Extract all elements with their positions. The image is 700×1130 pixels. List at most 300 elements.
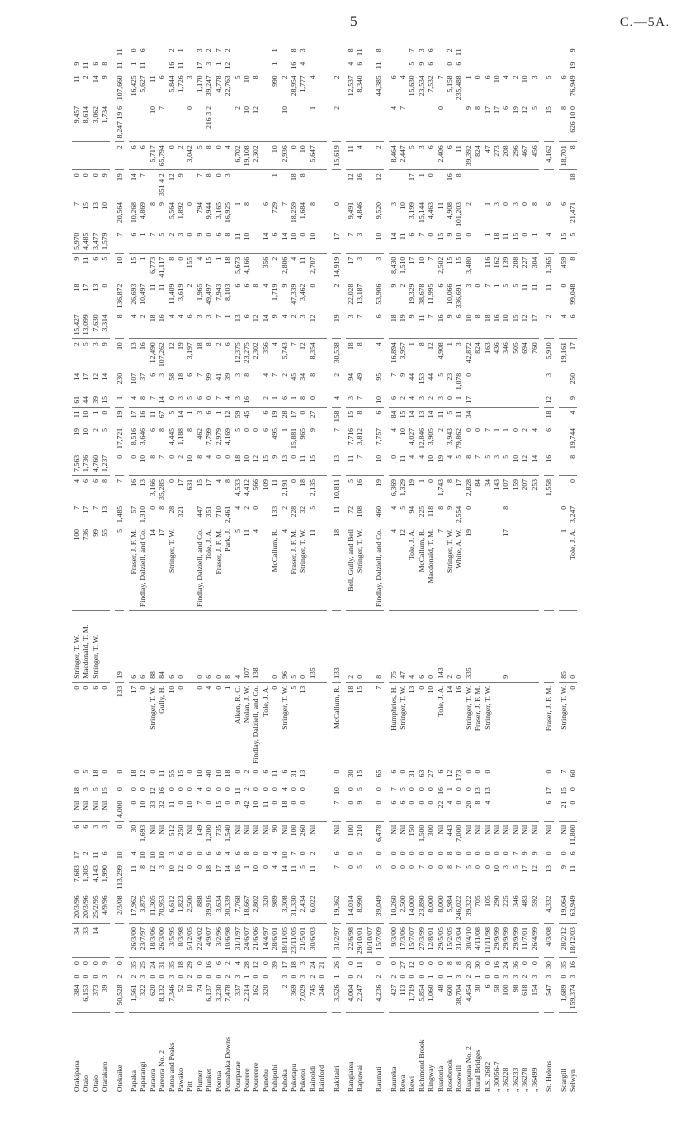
value-cell: 8 [195,452,204,476]
value-cell [492,784,501,798]
table-row [568,46,577,1096]
row-label: Otekaike [114,1064,124,1092]
value-cell: 2 [520,428,530,432]
value-cell: 11,409 [166,283,176,305]
value-cell: 10 [148,103,157,142]
value-cell [317,103,326,142]
value-cell [454,103,463,142]
value-cell: 5 [115,526,124,610]
value-cell: 5,673 [232,256,242,274]
value-cell: 2,214 [242,982,251,1013]
value-cell: 760 [529,342,539,354]
value-cell: 296 [511,142,520,170]
value-cell: 0 [223,787,233,791]
value-cell: 9,520 [374,202,384,220]
value-cell [473,370,482,393]
value-cell: 2 [138,311,147,338]
value-cell: 18/3/06 [148,924,157,958]
value-cell: 14 [261,311,270,338]
value-cell: 26,693 [129,283,139,305]
value-cell: 17 [176,479,186,487]
value-cell [511,682,520,766]
value-cell [317,682,326,766]
value-cell: 10,497 [138,283,148,305]
row-label: Paraora [147,1068,157,1092]
value-cell: 4 [374,342,384,347]
value-cell: 9 [100,961,110,965]
value-cell: 0 [115,452,124,476]
value-cell: 0 [436,103,445,142]
value-cell: 12 [251,452,260,476]
value-cell: 0 [345,851,355,856]
value-cell: 4,004 [346,982,355,1013]
value-cell: 4,162 [544,142,553,170]
value-cell: 1,719 [407,982,416,1013]
value-cell: 8 [157,505,167,510]
value-cell: 4,332 [544,892,553,923]
value-cell [473,230,482,254]
value-cell: 10 [194,769,204,778]
value-cell: 4 [260,372,270,377]
value-cell: 5 [510,283,520,288]
value-cell: 24 [147,961,157,969]
value-cell: 0 [270,798,279,822]
value-cell: 207 [520,479,530,491]
table-row [91,46,100,1096]
value-cell: 9 [445,230,454,254]
value-cell: 2 [426,393,435,407]
value-cell [176,526,185,610]
value-cell: 12 [176,865,186,873]
value-cell: 8 [473,103,482,142]
value-cell [317,339,326,370]
value-cell: 2,707 [307,256,317,274]
value-cell: 16 [232,865,242,873]
value-cell: 0 [331,202,341,206]
value-cell: 0 [473,865,483,869]
value-cell [91,142,100,170]
value-cell: 155 [185,256,195,269]
value-cell: 1 [331,974,341,979]
table-row [346,46,355,1096]
value-cell: 27 [398,961,407,969]
value-cell: 0 [260,961,270,965]
value-cell: 3,480 [463,256,473,274]
value-cell: 10 [81,410,91,419]
value-cell: 17 [345,256,355,265]
value-cell: 2/3/08 [115,892,124,923]
value-cell [530,393,539,407]
agent-name-cell: 9 [501,611,510,683]
value-cell: 6 [482,75,492,80]
value-cell: 0 [204,787,214,791]
row-label: Raureka [388,1066,398,1092]
value-cell: 0 [298,230,307,254]
value-cell: 30,339 [223,892,232,923]
value-cell: 10 [213,769,223,778]
value-cell [270,982,279,1013]
value-cell: 0 [176,787,186,791]
value-cell: 7 [214,311,223,338]
value-cell: 3 [492,202,502,206]
table-row [185,46,194,1096]
value-cell: 8 [435,505,445,510]
value-cell: 42,872 [463,342,473,364]
value-cell: 4 [204,685,214,690]
value-cell: 0 [251,787,261,791]
value-cell: Nil [435,824,445,835]
value-cell: 0 [288,787,298,791]
value-cell: 11 [454,410,464,418]
value-cell: 20 [464,798,473,822]
value-cell: 7 [558,769,568,774]
value-cell: 351 4 2 [157,173,167,197]
value-cell: 235,488 [454,75,464,101]
value-cell: 2,554 [454,505,464,524]
value-cell: 4,445 [166,428,176,446]
value-cell: 7 [346,230,355,254]
value-cell: 1 [115,393,124,407]
table-row [233,46,242,1096]
value-cell: 94 [345,372,355,381]
value-cell: 0 [426,851,436,856]
value-cell: 10 [279,851,289,860]
value-cell: 2 [307,974,317,979]
value-cell: 19 [270,410,280,419]
value-cell: 2 [241,787,251,791]
value-cell: Findlay, Dalziell, and Co. [138,526,147,610]
value-cell: 8 [241,202,251,206]
value-cell [317,892,326,923]
value-cell: 246,022 [454,892,463,923]
value-cell: 5,854 [417,982,426,1013]
value-cell: 19 [114,173,124,181]
agent-name-cell: 19 [115,611,124,683]
value-cell: 8 [445,865,455,869]
value-cell: 3 [529,974,539,979]
value-cell: 3 [90,342,100,347]
value-cell: 26/4/99 [530,924,539,958]
value-cell: 5 [166,410,176,415]
value-cell: 11 [544,283,554,292]
value-cell: 0 [270,787,280,791]
value-cell: 16 [288,61,298,70]
row-label: „ 30056-7 [492,1061,502,1092]
value-cell: 18 [345,342,355,350]
value-cell: 6 [270,230,279,254]
row-label: Pomahaka Downs [223,1036,233,1092]
value-cell: 8 [355,342,365,347]
value-cell: 337 [233,982,242,1013]
value-cell: 0 [114,787,124,791]
value-cell: 9 [100,173,110,178]
row-label: „ 36233 [510,1067,520,1092]
value-cell: 705 [473,892,482,923]
value-cell: 8 [568,452,577,476]
value-cell: 12 [345,173,355,181]
value-cell: 18,667 [242,892,251,923]
value-cell: 1 [426,974,436,979]
value-cell: 824 [473,142,482,170]
value-cell: 39 [270,961,280,969]
row-label: Rural Bridges [473,1049,483,1092]
value-cell: 159,374 [568,982,577,1013]
value-cell: 346 [501,342,511,354]
value-cell: 12 [529,865,539,873]
value-cell: 1,500 [416,824,426,842]
value-cell: 6 [232,851,242,856]
value-cell: 2 [510,75,520,80]
value-cell: 0 [473,851,483,856]
value-cell: 14 [445,685,455,694]
value-cell: 208 [510,256,520,269]
value-cell: 11 [567,865,577,873]
value-cell: Stringer, T. W. [279,685,289,730]
value-cell: 0 [345,787,355,791]
value-cell: 32 [298,505,308,514]
value-cell: 4 [483,798,492,822]
value-cell: 0 [213,787,223,791]
value-cell [426,103,435,142]
value-cell: 11 [298,256,308,265]
value-cell: 10 [138,851,148,860]
value-cell: 4 [288,256,298,261]
value-cell: 7 [72,505,81,510]
value-cell: 4 [129,851,139,856]
value-cell: 8 [204,173,214,178]
value-cell [308,784,317,798]
value-cell: 1,726 [176,75,186,93]
value-cell: 26/3/00 [157,924,166,958]
value-cell: 19 [567,61,577,70]
value-cell: 133 [114,685,124,698]
agent-name-cell [261,611,270,683]
value-cell: 2 [279,505,289,510]
table-row [223,46,232,1096]
value-cell: 21,471 [567,202,577,223]
value-cell: 6 [389,393,398,407]
value-cell: 5 [407,61,417,66]
value-cell: Fraser, J. F. M. [473,685,483,732]
value-cell: Bell, Gully, and Bell [346,526,355,610]
value-cell: McCallum, R. [270,526,279,610]
value-cell: 12 [445,769,455,778]
value-cell: Nil [492,824,502,835]
value-cell: 225 [501,892,510,923]
value-cell: 0 [260,974,270,979]
value-cell: 5 [81,342,91,347]
value-cell: 0 [482,769,492,774]
value-cell: 3 [492,452,501,476]
value-cell: 3 [544,974,554,979]
agent-name-cell: Macdonald, T. M. [81,611,90,683]
value-cell: 4 [307,75,317,80]
value-cell: 2,806 [279,256,289,274]
value-cell: 0 [90,974,100,979]
agent-name-cell: Stringer, T. W. [72,611,81,683]
value-cell: 10 [157,851,167,860]
value-cell: 1 [176,48,186,53]
value-cell [317,407,326,425]
value-cell: 4 [270,865,280,869]
value-cell: 19 [511,103,520,142]
value-cell: 14 [129,173,139,181]
value-cell [473,170,482,199]
value-cell [365,848,374,862]
value-cell: 5 [445,410,455,415]
value-cell: 18 [176,961,186,969]
value-cell: White, A. W. [454,526,463,610]
value-cell: 11,995 [426,283,436,305]
value-cell: 21 [317,961,327,969]
value-cell: Fraser, J. F. M. [544,685,554,732]
value-cell: 216 3 2 [204,103,213,142]
value-cell: 23/7/97 [138,924,147,958]
value-cell: 2 [463,974,473,979]
value-cell: 260 [298,824,308,837]
value-cell: 6 [389,798,398,822]
value-cell: 0 [204,798,213,822]
value-cell: 2 [167,230,176,254]
value-cell: 2,302 [251,342,261,360]
value-cell: 0 [260,787,270,791]
value-cell: 5 [355,787,365,791]
value-cell: 6 [260,410,270,415]
row-label: Pourere [241,1068,251,1092]
value-cell: 1 [416,173,426,178]
value-cell: 0 [473,769,483,774]
value-cell: 6 [260,202,270,206]
value-cell: 4 [355,142,364,170]
value-cell [501,407,510,425]
document-reference: C.—5A. [620,14,671,29]
value-cell: 0 [298,851,308,856]
value-cell: 72 [345,505,355,514]
value-cell: 9 [445,311,454,338]
value-cell: 10 [280,103,289,142]
value-cell [365,821,374,848]
value-cell: 0 [558,851,568,856]
value-cell: 107,660 [114,75,124,101]
value-cell: 4 [194,256,204,261]
value-cell: 3 [501,865,511,869]
value-cell: 35 [166,961,176,969]
value-cell: 14 [157,393,166,407]
value-cell: 5,844 [166,75,176,93]
value-cell [280,170,289,199]
value-cell: 29/10/01 [355,924,364,958]
value-cell [492,370,501,393]
value-cell: 76,949 [567,75,577,97]
value-cell: 0 [185,230,194,254]
value-cell: 150 [407,824,417,837]
table-row [242,46,251,1096]
value-cell: 0 [426,961,436,965]
value-cell: 2 [90,428,100,432]
agent-name-cell [492,611,501,683]
value-cell: 8 [454,173,464,178]
agent-name-cell: 138 [251,611,260,683]
agent-name-cell [317,611,326,683]
value-cell: 8,247 19 6 [115,103,124,142]
value-cell: 7 [72,202,81,206]
value-cell: 55 [100,526,109,610]
value-cell: 0 [176,685,186,690]
value-cell: 19,161 [558,342,568,364]
value-cell: 6 [280,393,289,407]
value-cell: 14,919 [331,256,341,278]
value-cell: 10 [114,851,124,860]
row-label: Rewa [398,1074,407,1092]
value-cell: 15 [511,230,520,254]
value-cell: 4 [389,103,398,142]
value-cell: 5,743 [279,342,289,360]
value-cell: 107,262 [157,342,167,367]
value-cell: 9 [568,393,577,407]
value-cell: 99,048 [567,283,577,305]
value-cell [559,370,568,393]
value-cell: 6 [195,393,204,407]
value-cell: 4,760 [91,452,100,476]
value-cell: 10 [298,142,307,170]
value-cell: 505 [510,342,520,354]
value-cell: 4 [388,505,398,510]
value-cell: Nil [72,798,81,822]
value-cell: 5,564 [166,202,176,220]
value-cell: 4 [445,452,454,476]
row-label: Rewi [407,1075,417,1092]
value-cell: 0 [510,428,520,432]
value-cell: 3,308 [280,892,289,923]
value-cell: 3 [529,75,539,80]
value-cell: 1 [416,479,426,483]
value-cell: 6 [213,961,223,965]
value-cell: 13,187 [355,283,365,305]
value-cell: 19 [114,410,124,419]
value-cell: 14,014 [346,892,355,923]
value-cell [176,103,185,142]
value-cell [317,924,326,958]
value-cell: 10 [454,230,463,254]
value-cell: 2 [241,769,251,774]
value-cell: 6 [407,230,416,254]
agent-name-cell: 6 [417,611,426,683]
value-cell: 47,339 [288,283,298,305]
value-cell: 6 [90,61,100,66]
value-cell [544,526,553,610]
value-cell: 13 [233,311,242,338]
value-cell: 13 [416,410,426,419]
value-cell: 8 [100,61,110,66]
agent-name-cell: 0 [298,611,307,683]
table-row [176,46,185,1096]
row-label: Otaio [81,1075,91,1092]
value-cell: 0 [166,479,176,483]
value-cell: 5 [435,372,445,377]
value-cell: 15 [436,230,445,254]
value-cell: 0 [435,851,445,856]
value-cell: 0 [81,173,91,178]
value-cell [520,407,529,425]
value-cell: 2,434 [298,892,307,923]
value-cell: Findlay, Dalziell, and Co. [251,685,261,764]
value-cell: 19 [464,526,473,610]
value-cell: 1,200 [204,824,214,842]
value-cell [464,170,473,199]
value-cell: 3,462 [298,283,308,301]
value-cell: Tole, J. A. [435,685,445,717]
value-cell: 8 [138,393,147,407]
